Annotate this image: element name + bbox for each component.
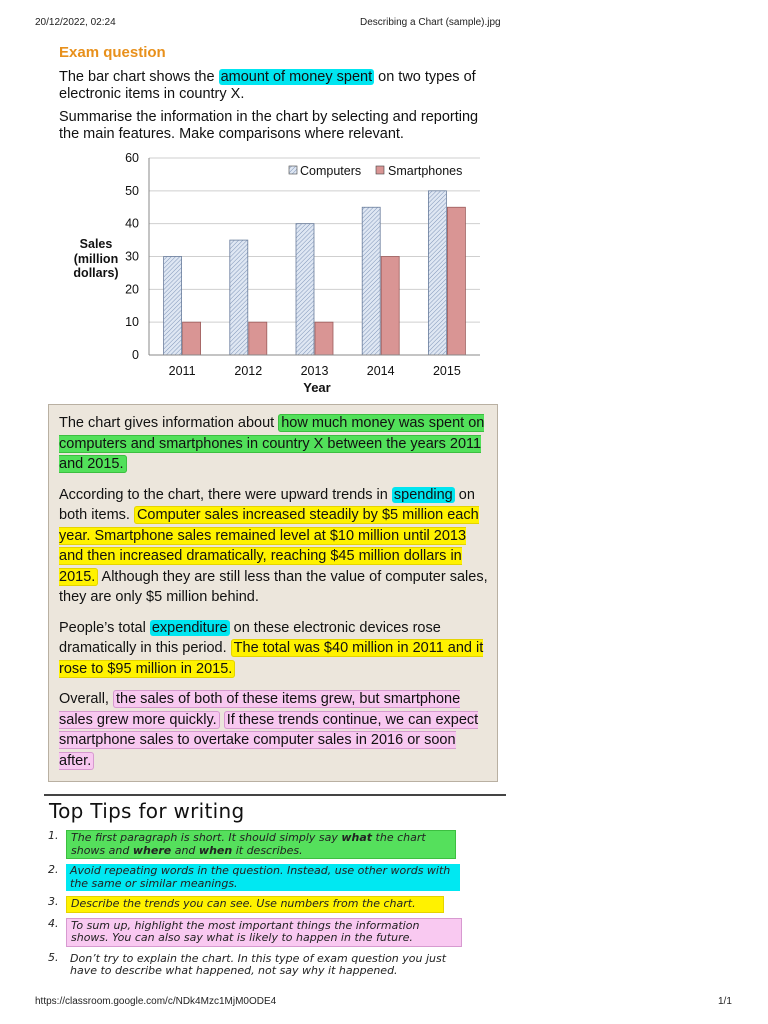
tip-item: 4. To sum up, highlight the most important things the information shows. You can also say what is likely to happen in the future.	[48, 918, 488, 947]
question-paragraph-2: Summarise the information in the chart by selecting and reporting the main features. Make comparisons where relevant.	[59, 109, 479, 142]
bar-smartphones-2011	[183, 322, 201, 355]
legend-swatch-smartphones	[376, 166, 384, 174]
x-tick-label: 2011	[168, 364, 196, 378]
bar-smartphones-2012	[249, 322, 267, 355]
y-tick-label: 0	[132, 348, 139, 362]
tip-text: Describe the trends you can see. Use numbers from the chart.	[66, 896, 444, 913]
svg-text:Sales: Sales	[79, 237, 113, 251]
tip-text: Don’t try to explain the chart. In this type of exam question you just have to describe what happened, not say why it happened.	[70, 951, 447, 977]
legend-label-computers: Computers	[300, 164, 362, 178]
legend-swatch-computers	[289, 166, 297, 174]
tips-title: Top Tips for writing	[49, 799, 245, 823]
answer-paragraph-1: The chart gives information about how much money was spent on computers and smartphones in country X between the years 2011 and 2015.	[59, 415, 485, 472]
tip-text: Avoid repeating words in the question. Instead, use other words with the same or similar meanings.	[66, 864, 460, 891]
y-tick-label: 40	[125, 216, 139, 231]
x-tick-label: 2013	[300, 364, 329, 378]
tip-text: The first paragraph is short. It should simply say what the chart shows and where and when it describes.	[66, 830, 456, 859]
bar-smartphones-2015	[447, 207, 465, 355]
x-tick-label: 2014	[366, 364, 395, 378]
legend-label-smartphones: Smartphones	[388, 164, 463, 178]
chart-legend	[289, 164, 462, 178]
bar-computers-2012	[230, 240, 248, 355]
y-tick-label: 20	[125, 282, 139, 297]
exam-question-title: Exam question	[59, 44, 166, 61]
highlight-pink-prediction: If these trends continue, we can expect smartphone sales to overtake computer sales in 2016 or soon after.	[59, 711, 479, 769]
svg-text:dollars): dollars)	[73, 266, 119, 280]
svg-text:(million: (million	[73, 252, 119, 266]
print-datetime: 20/12/2022, 02:24	[35, 17, 116, 28]
y-tick-label: 60	[125, 151, 139, 165]
print-filename: Describing a Chart (sample).jpg	[360, 17, 501, 28]
x-tick-label: 2012	[234, 364, 263, 378]
tip-item: 2. Avoid repeating words in the question. Instead, use other words with the same or similar meanings.	[48, 864, 488, 891]
bar-computers-2013	[296, 224, 314, 355]
tips-list	[48, 830, 488, 984]
bar-computers-2011	[164, 257, 182, 356]
chart-x-axis-label: Year	[303, 380, 331, 395]
highlight-amount-of-money-spent: amount of money spent	[220, 69, 373, 85]
tip-item: 3. Describe the trends you can see. Use numbers from the chart.	[48, 896, 488, 913]
highlight-spending: spending	[393, 486, 453, 503]
x-tick-label: 2015	[432, 364, 461, 378]
tip-item: 5. Don’t try to explain the chart. In this type of exam question you just have to describe what happened, not say why it happened.	[48, 952, 488, 979]
print-url: https://classroom.google.com/c/NDk4Mzc1MjM0ODE4	[35, 996, 277, 1007]
tip-item: 1. The first paragraph is short. It should simply say what the chart shows and where and when it describes.	[48, 830, 488, 859]
chart-bars	[164, 191, 466, 355]
tip-text: To sum up, highlight the most important things the information shows. You can also say what is likely to happen in the future.	[66, 918, 462, 947]
answer-paragraph-2: According to the chart, there were upward trends in spending on both items. Computer sales increased steadily by $5 million each year. Smartphone sales remained level at $10 million until 2013 and then increased dramatically, reaching $45 million dollars in 2015. Although they are still less than the value of computer sales, they are only $5 million behind.	[59, 486, 488, 605]
answer-paragraph-3: People’s total expenditure on these electronic devices rose dramatically in this period. The total was $40 million in 2011 and it rose to $95 million in 2015.	[59, 619, 484, 677]
tips-divider	[44, 794, 506, 796]
y-tick-label: 10	[125, 315, 139, 330]
highlight-yellow-totals: The total was $40 million in 2011 and it rose to $95 million in 2015.	[59, 640, 484, 677]
bar-computers-2015	[428, 191, 446, 355]
bar-computers-2014	[362, 207, 380, 355]
y-tick-label: 50	[125, 183, 139, 198]
highlight-pink-summary: the sales of both of these items grew, but smartphone sales grew more quickly.	[59, 691, 461, 728]
chart-y-axis-label	[73, 237, 118, 280]
y-tick-label: 30	[125, 249, 139, 264]
chart-x-tick-labels	[169, 364, 461, 378]
highlight-expenditure: expenditure	[151, 619, 228, 636]
bar-smartphones-2013	[315, 322, 333, 355]
model-answer-box	[48, 404, 498, 782]
bar-smartphones-2014	[381, 257, 399, 356]
answer-paragraph-4: Overall, the sales of both of these items grew, but smartphone sales grew more quickly. If these trends continue, we can expect smartphone sales to overtake computer sales in 2016 or soon after.	[59, 691, 479, 769]
highlight-green-overview: how much money was spent on computers and smartphones in country X between the years 2011 and 2015.	[59, 415, 485, 472]
bar-chart	[48, 142, 498, 402]
chart-y-tick-labels	[125, 151, 139, 362]
print-page-number: 1/1	[718, 996, 732, 1007]
highlight-yellow-trends: Computer sales increased steadily by $5 million each year. Smartphone sales remained level at $10 million until 2013 and then increased dramatically, reaching $45 million dollars in 2015.	[59, 507, 479, 585]
question-paragraph-1: The bar chart shows the amount of money spent on two types of electronic items in country X.	[59, 69, 476, 102]
